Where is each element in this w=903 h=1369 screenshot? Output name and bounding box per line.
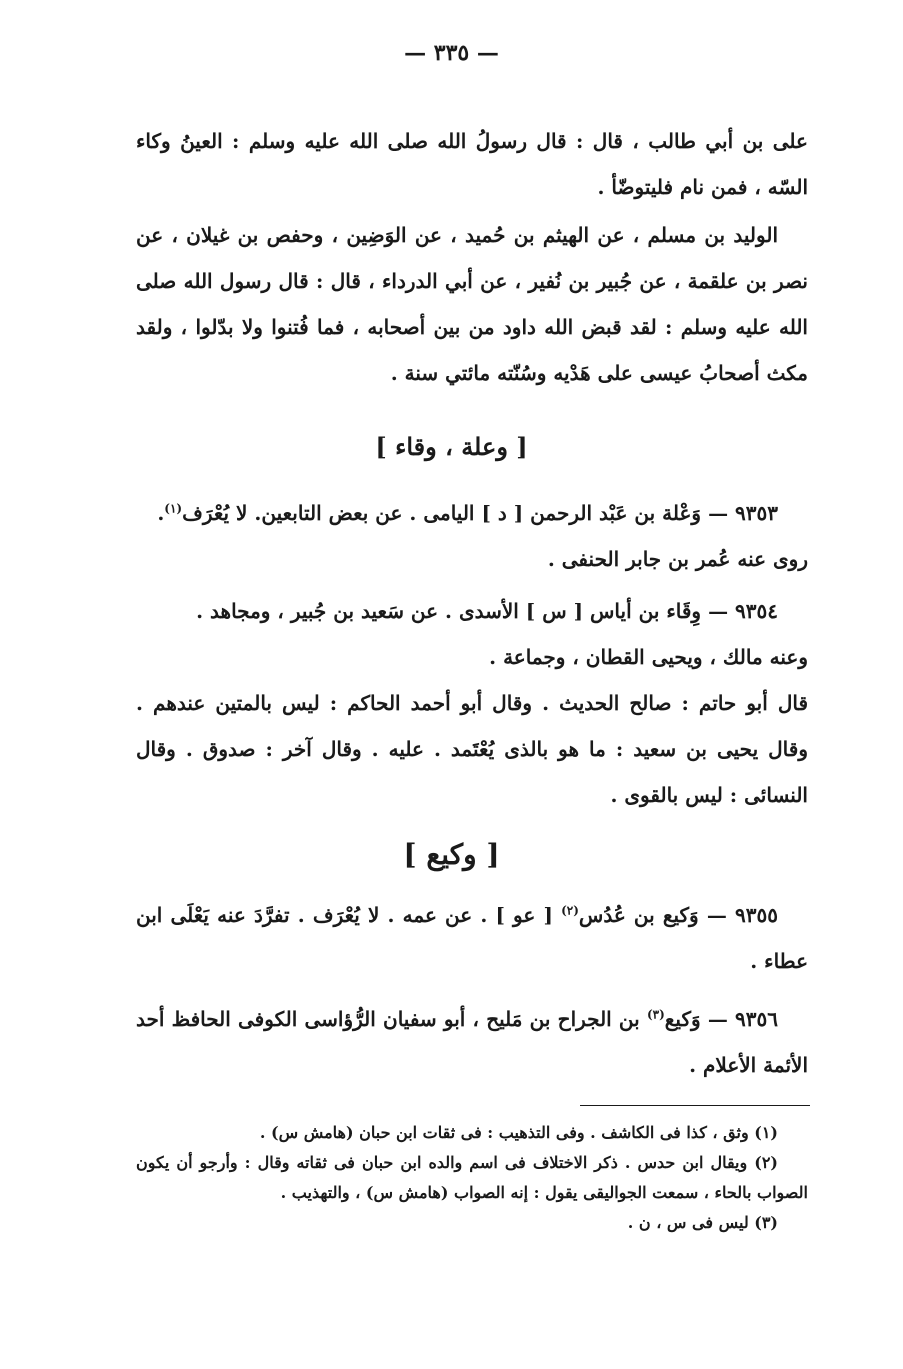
entry-number: ٩٣٥٣ bbox=[735, 501, 778, 525]
footnote-divider bbox=[580, 1105, 810, 1106]
page-number: — ٣٣٥ — bbox=[404, 40, 499, 66]
footnote-ref: (٣) bbox=[646, 1007, 665, 1022]
entry-number: ٩٣٥٦ bbox=[735, 1007, 778, 1031]
entry-continuation: وعنه مالك ، ويحيى القطان ، وجماعة . bbox=[489, 645, 808, 669]
paragraph-text: الوليد بن مسلم ، عن الهيثم بن حُميد ، عن الوَضِين ، وحفص بن غيلان ، عن نصر بن علقمة ، عن جُبير بن نُفير ، عن أبي الدرداء ، قال : قال رسول الله صلى الله عليه وسلم : لقد قبض الله داود من بين أصحابه ، فما فُتنوا ولا بدّلوا ، ولقد مكث أصحابُ عيسى على هَدْيه وسُنّته مائتي سنة . bbox=[136, 223, 808, 385]
entry-line bbox=[136, 588, 808, 634]
entry-dash: — bbox=[706, 903, 727, 927]
entry-line bbox=[136, 996, 808, 1088]
entry-text: بن الجراح بن مَليح ، أبو سفيان الرُّؤاسى الكوفى الحافظ أحد الأئمة الأعلام . bbox=[136, 1007, 808, 1077]
paragraph-text: على بن أبي طالب ، قال : قال رسولُ الله صلى الله عليه وسلم : العينُ وكاء السّه ، فمن نام فليتوضّأ . bbox=[136, 129, 808, 199]
footnotes bbox=[136, 1118, 808, 1238]
entry-text: وَكيع bbox=[664, 1007, 701, 1031]
entry-continuation: روى عنه عُمر بن جابر الحنفى . bbox=[547, 547, 808, 571]
entry-text: [ عو ] . عن عمه . لا يُعْرَف . تفرَّدَ عنه يَعْلَى ابن عطاء . bbox=[136, 903, 808, 973]
entry-9354 bbox=[136, 588, 808, 818]
entry-end: . bbox=[157, 501, 165, 525]
entry-9355 bbox=[136, 892, 808, 984]
section-heading-wala-waqa: [ وعلة ، وقاء ] bbox=[375, 432, 528, 461]
footnote-2: (٢) ويقال ابن حدس . ذكر الاختلاف فى اسم والده ابن حبان فى ثقاته وقال : وأرجو أن يكون الصواب بالحاء ، سمعت الجواليقى يقول : إنه الصواب (هامش س) ، والتهذيب . bbox=[136, 1153, 808, 1202]
entry-line bbox=[136, 892, 808, 984]
paragraph-walid-hadith bbox=[136, 212, 808, 396]
entry-dash: — bbox=[708, 599, 729, 623]
entry-text: وِقَاء بن أياس [ س ] الأسدى . عن سَعيد بن جُبير ، ومجاهد . bbox=[196, 599, 702, 623]
paragraph-ali-hadith bbox=[136, 118, 808, 210]
footnote-1: (١) وثق ، كذا فى الكاشف . وفى التذهيب : فى ثقات ابن حبان (هامش س) . bbox=[259, 1123, 778, 1142]
entry-9353 bbox=[136, 490, 808, 582]
entry-text: وَعْلة بن عَبْد الرحمن [ د ] اليامى . عن بعض التابعين. لا يُعْرَف bbox=[182, 501, 702, 525]
entry-text: وَكيع بن عُدُس bbox=[578, 903, 699, 927]
footnote-3: (٣) ليس فى س ، ن . bbox=[627, 1213, 778, 1232]
entry-number: ٩٣٥٥ bbox=[735, 903, 778, 927]
footnote-ref: (١) bbox=[164, 501, 183, 516]
entry-number: ٩٣٥٤ bbox=[735, 599, 778, 623]
section-heading-wakie: [ وكيع ] bbox=[403, 838, 500, 871]
entry-dash: — bbox=[707, 1007, 728, 1031]
footnote-ref: (٢) bbox=[561, 903, 579, 918]
entry-dash: — bbox=[708, 501, 729, 525]
entry-continuation: قال أبو حاتم : صالح الحديث . وقال أبو أحمد الحاكم : ليس بالمتين عندهم . وقال يحيى بن سعيد : ما هو بالذى يُعْتَمد . عليه . وقال آخر : صدوق . وقال النسائى : ليس بالقوى . bbox=[136, 691, 808, 807]
entry-line bbox=[136, 490, 808, 536]
entry-9356 bbox=[136, 996, 808, 1088]
